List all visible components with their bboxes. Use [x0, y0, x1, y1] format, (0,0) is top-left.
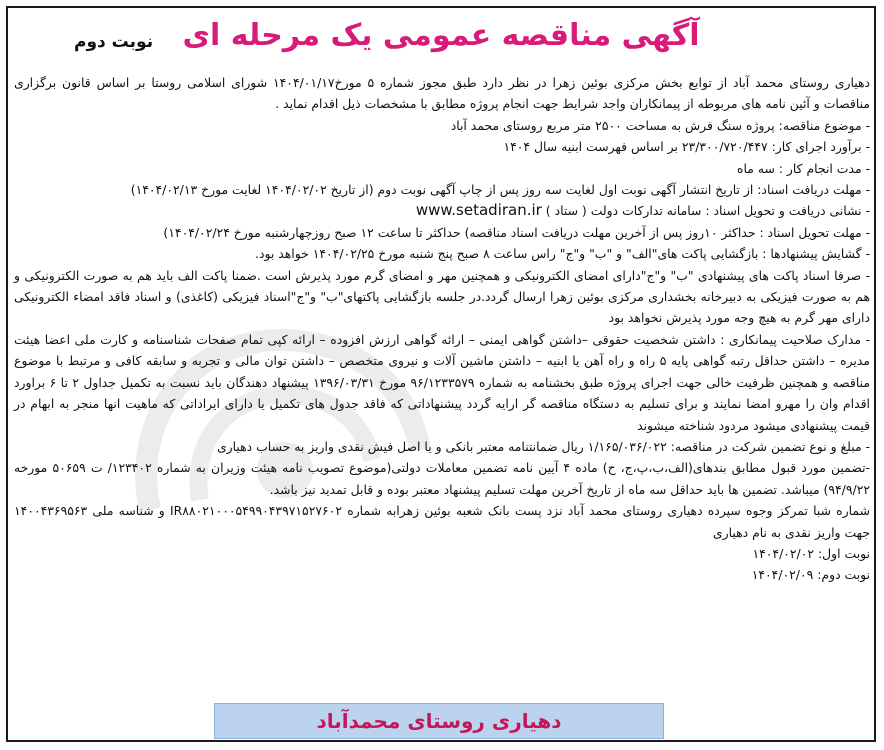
intro-paragraph: دهیاری روستای محمد آباد از توابع بخش مرکزی بوئین زهرا در نظر دارد طبق مجوز شماره ۵ مورخ۱۴۰۴/۰۱/۱۷ شورای اسلامی روستا بر اساس قانون برگزاری مناقصات و آئین نامه های مربوطه از پیمانکاران واجد شرایط جهت انجام پروژه مطابق با مشخصات ذیل اقدام نماید .: [14, 75, 871, 112]
qualifications-paragraph: - مدارک صلاحیت پیمانکاری : داشتن شخصیت حقوقی –داشتن گواهی ایمنی – ارائه گواهی ارزش افزوده – ارائه کپی تمام صفحات شناسنامه و کارت ملی اعضا هیئت مدیره – داشتن حداقل رتبه گواهی پایه ۵ راه و راه آهن یا ابنیه – داشتن ماشین آلات و نیروی متخصص – داشتن توان مالی و تجربه و سابقه کافی و مرتبط با موضوع مناقصه و همچنین ظرفیت خالی جهت اجرای پروژه طبق بخشنامه به شماره ۹۶/۱۲۳۳۵۷۹ مورخ ۱۳۹۶/۰۳/۳۱ پیشنهاد دهندگان باید نسبت به تکمیل جداول ۲ تا ۶ براورد اقدام وان را مهرو امضا نمایند و برای تسلیم به دستگاه مناقصه گر ارایه گردد پیشنهاداتی که فاقد جدول های تکمیل یا دارای ایراداتی که ماهیت انها منجر به ابهام در قیمت پیشنهادی میشود مردود شناخته میشوند: [14, 331, 871, 433]
footer-banner: دهیاری روستای محمدآباد: [214, 703, 664, 739]
sheba-number: IR۸۸۰۲۱۰۰۰۵۴۹۹۰۴۳۹۷۱۵۲۷۶۰۲: [170, 503, 342, 519]
notice-title: آگهی مناقصه عمومی یک مرحله ای: [182, 18, 700, 53]
address-url[interactable]: www.setadiran.ir: [415, 201, 542, 220]
envelopes-paragraph: - صرفا اسناد پاکت های پیشنهادی "ب" و"ج"دارای امضای الکترونیکی و همچنین مهر و امضای گرم مورد پذیرش است .ضمنا پاکت الف باید هم به صورت الکترونیکی و هم به صورت فیزیکی به دبیرخانه بخشداری مرکزی بوئین زهرا ارسال گردد.در جلسه بازگشایی پاکتهای"ب" و"ج"اسناد فیزیکی (کاغذی) و اسناد فاقد امضاء الکترونیکی دارای مهر گرم به هیچ وجه مورد پذیرش نخواهد بود: [14, 267, 870, 326]
first-round-date: نوبت اول: ۱۴۰۴/۰۲/۰۲: [752, 545, 870, 561]
subject-line: - موضوع مناقصه: پروژه سنگ فرش به مساحت ۲۵۰۰ متر مربع روستای محمد آباد: [450, 117, 870, 133]
round-label: نوبت دوم: [74, 32, 154, 52]
notice-header: [14, 14, 868, 66]
sheba-paragraph: [14, 500, 870, 543]
address-line: [14, 200, 870, 221]
second-round-date: نوبت دوم: ۱۴۰۴/۰۲/۰۹: [751, 567, 870, 583]
guarantee-terms-paragraph: -تضمین مورد قبول مطابق بندهای(الف،ب،پ،ج، ح) ماده ۴ آیین نامه تضمین معاملات دولتی(موضوع تصویب نامه هیئت وزیران به شماره ۱۲۳۴۰۲/ ت ۵۰۶۵۹ مورخه ۹۴/۹/۲۲) میباشد. تضمین ها باید حداقل سه ماه از تاریخ آخرین مهلت تسلیم پیشنهاد معتبر بوده و قابل تمدید نیز باشد.: [14, 460, 870, 497]
delivery-deadline-line: - مهلت تحویل اسناد : حداکثر ۱۰روز پس از آخرین مهلت دریافت اسناد مناقصه) حداکثر تا ساعت ۱۲ صبح روزچهارشنبه مورخ ۱۴۰۴/۰۲/۲۴): [163, 224, 870, 240]
guarantee-amount-line: - مبلغ و نوع تضمین شرکت در مناقصه: ۱/۱۶۵/۰۳۶/۰۲۲ ریال ضمانتنامه معتبر بانکی و یا اصل فیش نقدی واریز به حساب دهیاری: [216, 438, 870, 454]
estimate-line: - برآورد اجرای کار: ۲۳/۳۰۰/۷۲۰/۴۴۷ بر اساس فهرست ابنیه سال ۱۴۰۴: [503, 139, 870, 155]
sheba-prefix: شماره شبا تمرکز وجوه سپرده دهیاری روستای محمد آباد نزد پست بانک شعبه بوئین زهرابه شماره: [347, 503, 870, 519]
duration-line: - مدت انجام کار : سه ماه: [736, 160, 870, 176]
address-text: - نشانی دریافت و تحویل اسناد : سامانه تدارکات دولت ( ستاد ): [545, 203, 870, 219]
sheba-suffix: و شناسه ملی ۱۴۰۰۴۳۶۹۵۶۳ جهت واریز نقدی به نام دهیاری: [14, 503, 870, 540]
opening-line: - گشایش پیشنهادها : بازگشایی پاکت های"الف" و "ب" و"ج" راس ساعت ۸ صبح پنج شنبه مورخ ۱۴۰۴/۰۲/۲۵ خواهد بود.: [255, 246, 870, 262]
document-deadline-line: - مهلت دریافت اسناد: از تاریخ انتشار آگهی نوبت اول لغایت سه روز پس از چاپ آگهی نوبت دوم (از تاریخ ۱۴۰۴/۰۲/۰۲ لغایت مورخ ۱۴۰۴/۰۲/۱۳): [130, 182, 870, 198]
notice-body: [14, 72, 870, 586]
